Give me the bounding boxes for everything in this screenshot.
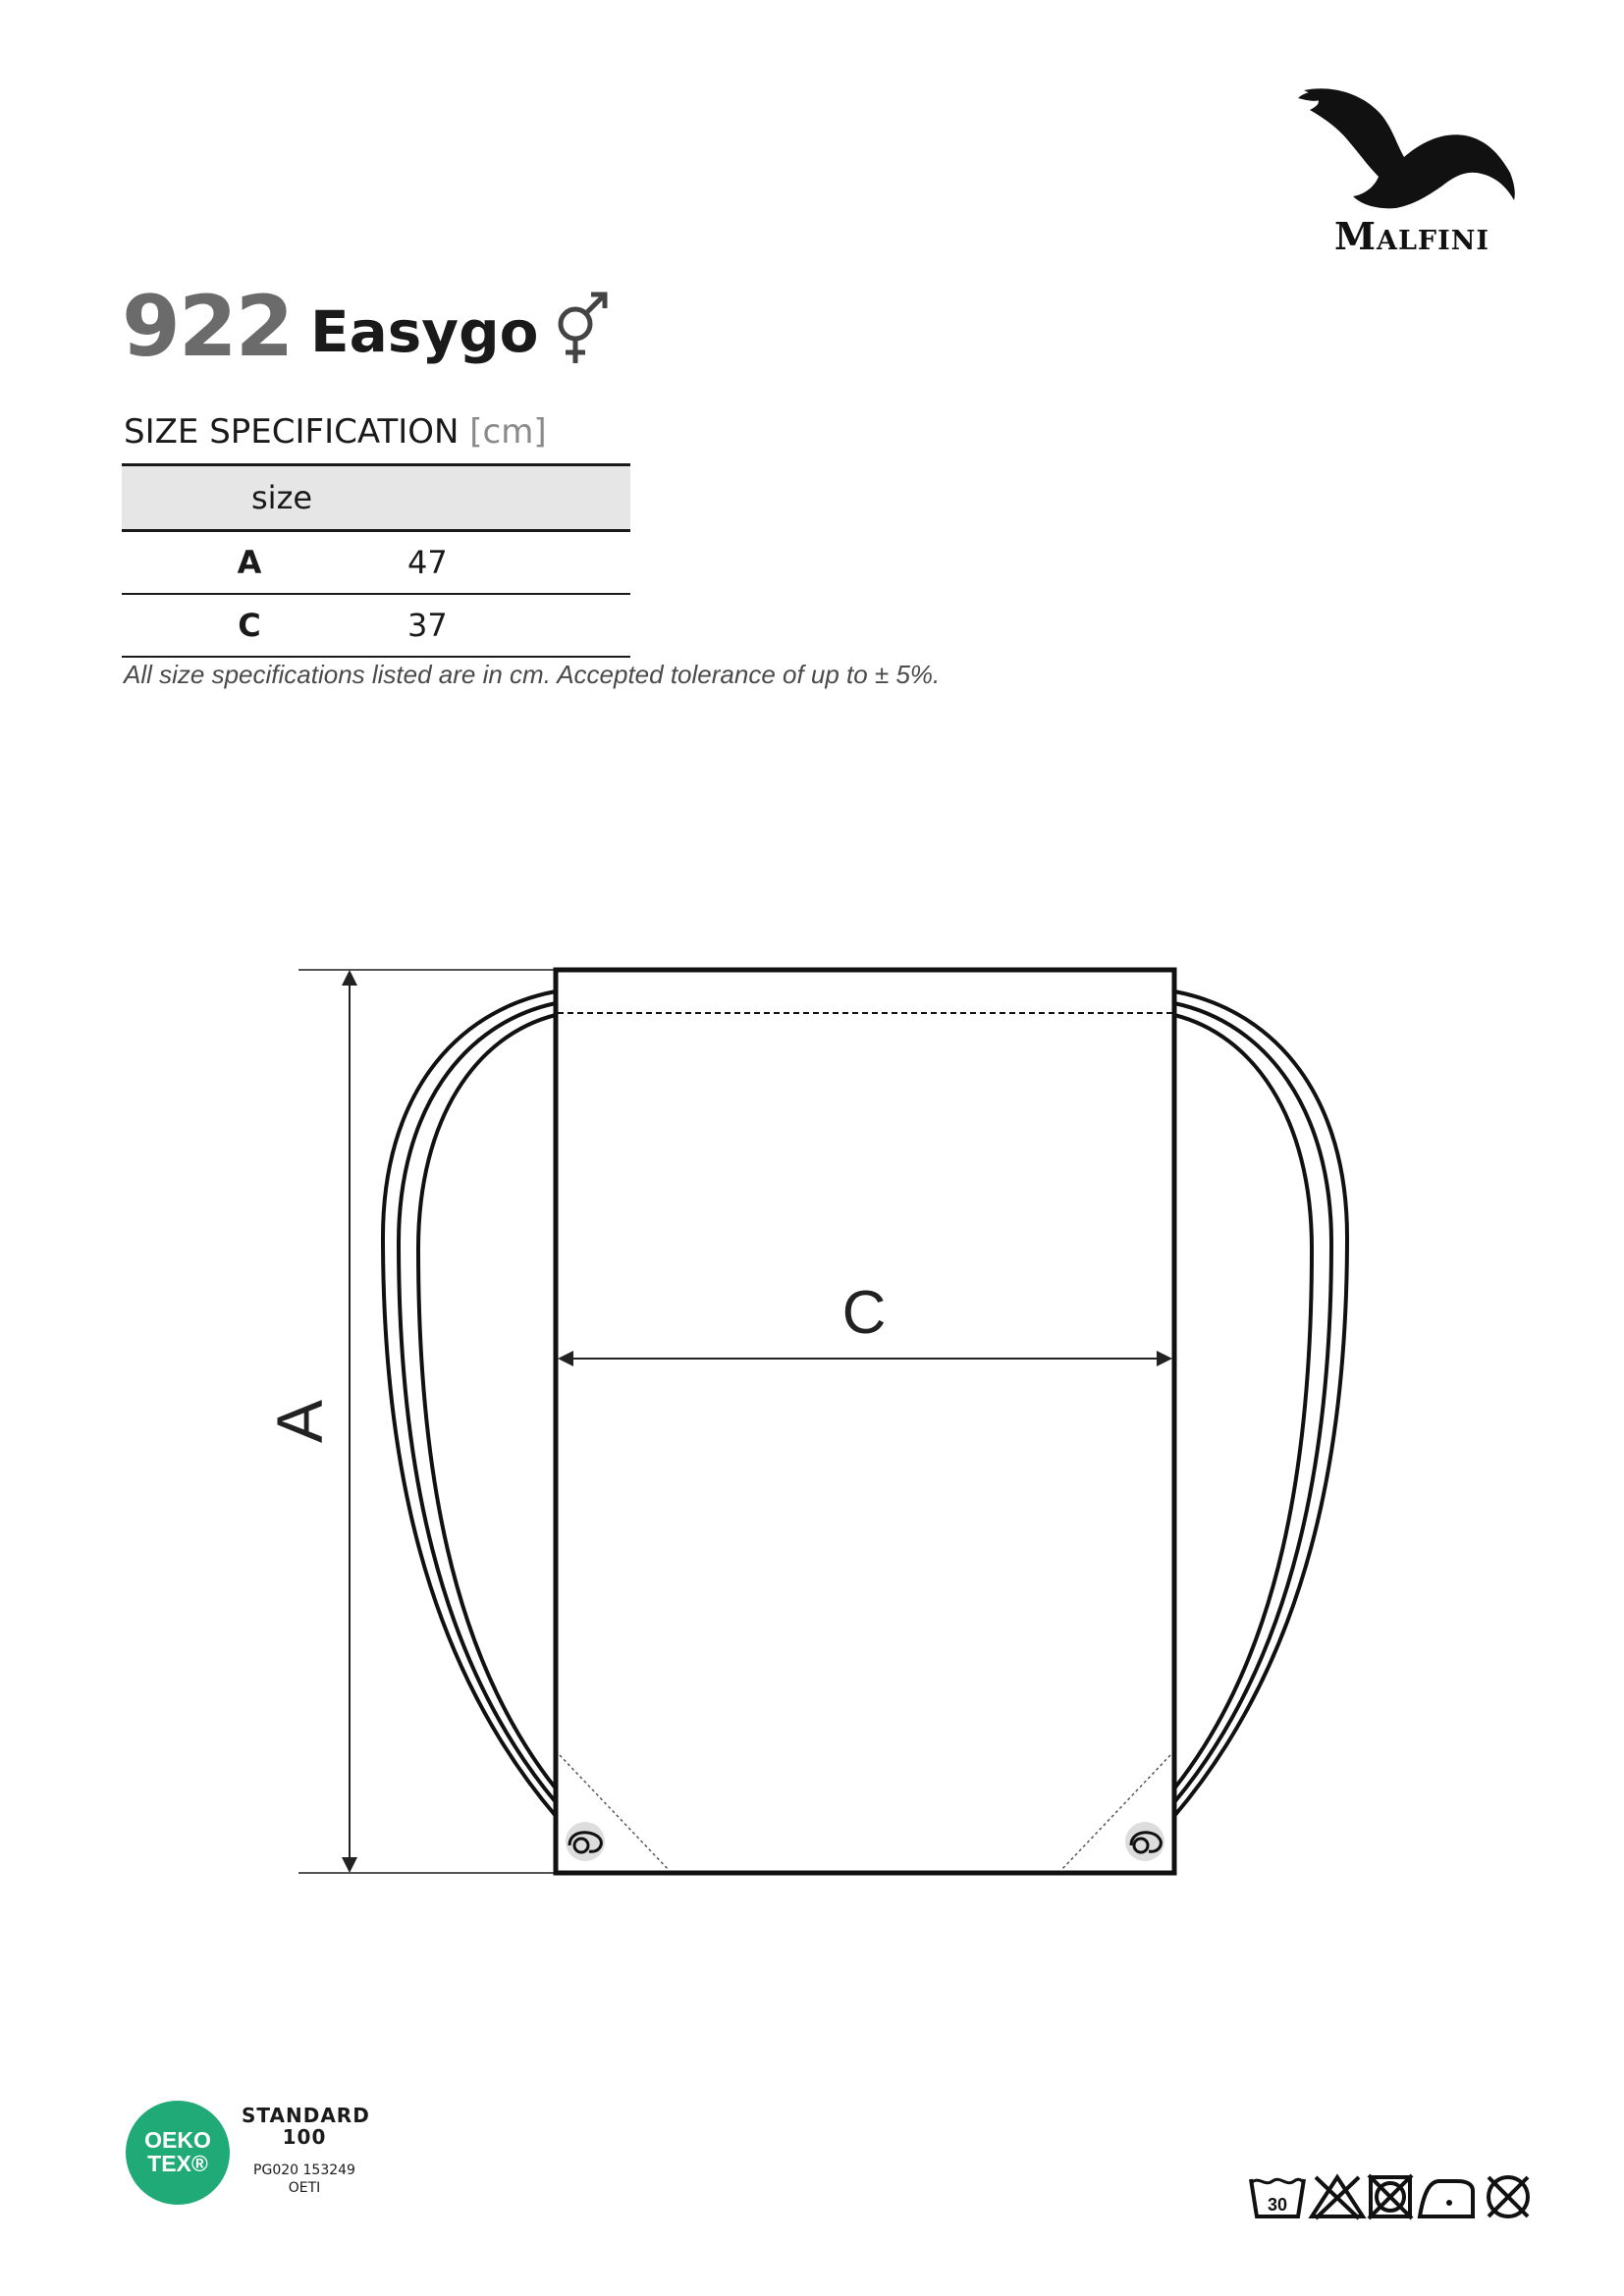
oeko-tex-badge	[126, 2101, 381, 2209]
oeko-standard	[242, 2104, 370, 2149]
grommet-right	[1125, 1822, 1164, 1861]
table-header-size: size	[122, 465, 630, 531]
grommet-left	[566, 1822, 605, 1861]
row-label: A	[122, 531, 378, 595]
wash-temp: 30	[1267, 2195, 1288, 2215]
table-row	[122, 594, 630, 657]
no-bleach-icon	[1312, 2177, 1363, 2218]
row-value: 37	[378, 594, 630, 657]
product-number: 922	[122, 278, 293, 376]
tolerance-note: All size specifications listed are in cm. Accepted tolerance of up to ± 5%.	[124, 660, 941, 689]
oeko-standard-line2: 100	[282, 2125, 327, 2149]
oeko-code	[242, 2162, 367, 2197]
oeko-standard-line1: STANDARD	[242, 2104, 370, 2127]
no-dry-clean-icon	[1489, 2177, 1528, 2216]
spec-title	[124, 412, 547, 452]
table-header-row	[122, 465, 630, 531]
width-label: C	[841, 1279, 887, 1347]
spec-unit: [cm]	[469, 412, 547, 452]
brand-name: Malfini	[1333, 214, 1490, 258]
bag-body	[556, 970, 1174, 1873]
spec-title-text: SIZE SPECIFICATION	[124, 412, 460, 452]
row-label: C	[122, 594, 378, 657]
size-table	[122, 463, 630, 658]
unisex-icon	[546, 291, 615, 367]
care-symbols	[1247, 2169, 1542, 2224]
iron-low-icon	[1420, 2181, 1473, 2216]
table-row	[122, 531, 630, 595]
oeko-tex-logo	[126, 2101, 230, 2205]
wash-30-icon	[1251, 2179, 1304, 2216]
height-label: A	[263, 1399, 336, 1444]
oeko-logo-line1: OEKO	[144, 2127, 211, 2153]
no-tumble-dry-icon	[1369, 2175, 1412, 2218]
brand-logo	[1294, 84, 1530, 261]
product-name: Easygo	[310, 298, 539, 365]
row-value: 47	[378, 531, 630, 595]
oeko-logo-line2: TEX®	[147, 2151, 208, 2176]
eagle-icon	[1294, 84, 1530, 212]
oeko-code-number: PG020 153249	[253, 2163, 355, 2178]
oeko-code-sub: OETI	[288, 2180, 321, 2196]
bag-diagram	[263, 942, 1375, 1885]
